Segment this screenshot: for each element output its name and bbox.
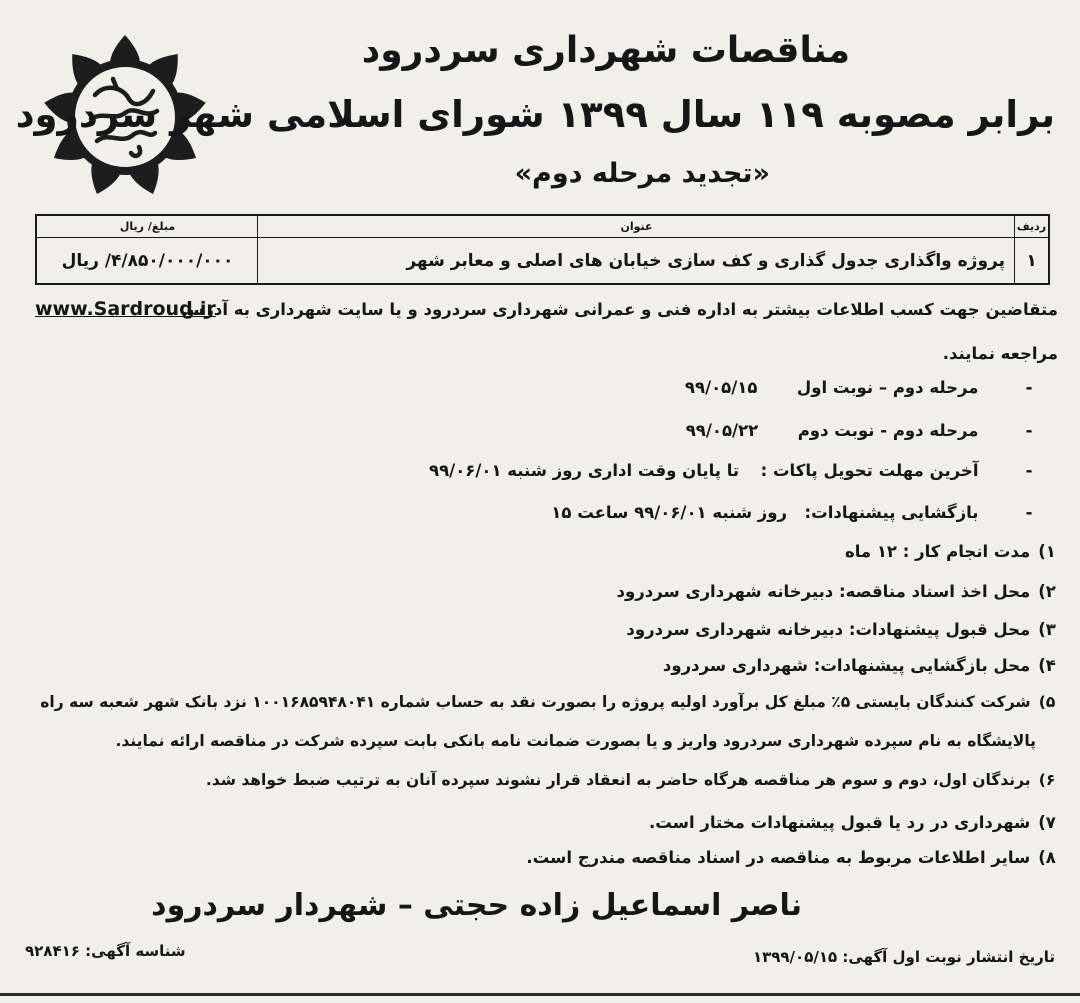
condition-item (663, 656, 1058, 675)
condition-number: ۶) (1038, 771, 1056, 789)
condition-text: محل بازگشایی پیشنهادات: شهرداری سردرود (662, 656, 1031, 675)
schedule-bullet: - (1025, 421, 1033, 440)
condition-number: ۳) (1038, 620, 1056, 639)
condition-text: شرکت کنندگان بایستی ۵٪ مبلغ کل برآورد اولیه پروژه را بصورت نقد به حساب شماره ۱۰۰۱۶۸۵۹۴۸۰۴۱ نزد بانک شهر شعبه سه راه (40, 693, 1031, 711)
header-amount: مبلغ/ ریال (119, 220, 176, 233)
schedule-item (551, 503, 1040, 522)
schedule-bullet: - (1025, 503, 1033, 522)
notice-stage-label: «تجدید مرحله دوم» (514, 158, 770, 189)
website-link[interactable]: www.Sardroud.ir (35, 298, 216, 320)
schedule-label: مرحله دوم – نوبت اول (796, 378, 979, 397)
tender-table-header (37, 216, 1048, 238)
notice-subtitle: برابر مصوبه ۱۱۹ سال ۱۳۹۹ شورای اسلامی شهر سردرود (15, 93, 1055, 136)
condition-item (617, 582, 1058, 601)
schedule-bullet: - (1025, 378, 1033, 397)
condition-item (845, 542, 1058, 561)
condition-item (526, 848, 1058, 867)
row-number: ۱ (1026, 250, 1037, 271)
schedule-value: ۹۹/۰۵/۲۲ (685, 421, 759, 440)
row-subject: پروژه واگذاری جدول گذاری و کف سازی خیابان های اصلی و معابر شهر (406, 250, 1005, 271)
condition-item (649, 813, 1058, 832)
condition-text: محل قبول پیشنهادات: دبیرخانه شهرداری سردرود (626, 620, 1031, 639)
mayor-signature: ناصر اسماعیل زاده حجتی – شهردار سردرود (151, 888, 802, 923)
condition-text-continuation: پالایشگاه به نام سپرده شهرداری سردرود واریز و یا بصورت ضمانت نامه بانکی بابت سپرده شرکت در مناقصه ارائه نمایند. (115, 732, 1036, 750)
schedule-value: ۹۹/۰۵/۱۵ (684, 378, 758, 397)
condition-item (626, 620, 1058, 639)
schedule-item (685, 378, 1040, 397)
schedule-value: تا پایان وقت اداری روز شنبه ۹۹/۰۶/۰۱ (429, 461, 740, 480)
schedule-value: روز شنبه ۹۹/۰۶/۰۱ ساعت ۱۵ (551, 503, 788, 522)
table-row (37, 238, 1048, 283)
condition-item (40, 693, 1058, 711)
condition-item (206, 771, 1058, 789)
schedule-label: آخرین مهلت تحویل پاکات : (760, 461, 979, 480)
intro-line-2: مراجعه نمایند. (942, 344, 1058, 363)
publish-date: تاریخ انتشار نوبت اول آگهی: ۱۳۹۹/۰۵/۱۵ (752, 948, 1055, 966)
header-row-no: ردیف (1016, 220, 1047, 233)
condition-number: ۷) (1038, 813, 1056, 832)
schedule-item (686, 421, 1040, 440)
header-subject: عنوان (620, 220, 653, 233)
schedule-label: مرحله دوم - نوبت دوم (797, 421, 979, 440)
condition-text: برندگان اول، دوم و سوم هر مناقصه هرگاه حاضر به انعقاد قرار نشوند سپرده آنان به ترتیب ضبط خواهد شد. (205, 771, 1031, 789)
bottom-border (0, 993, 1080, 996)
schedule-bullet: - (1025, 461, 1033, 480)
condition-text: سایر اطلاعات مربوط به مناقصه در اسناد مناقصه مندرج است. (526, 848, 1031, 867)
table-divider (1014, 216, 1015, 283)
condition-text: مدت انجام کار : ۱۲ ماه (844, 542, 1031, 561)
table-divider (257, 216, 258, 283)
condition-text: شهرداری در رد یا قبول پیشنهادات مختار است. (648, 813, 1031, 832)
condition-number: ۲) (1038, 582, 1056, 601)
condition-number: ۸) (1038, 848, 1056, 867)
condition-number: ۵) (1038, 693, 1056, 711)
condition-number: ۴) (1038, 656, 1056, 675)
tender-table (35, 214, 1050, 285)
notice-title: مناقصات شهرداری سردرود (361, 30, 850, 71)
row-amount: ۴/۸۵۰/۰۰۰/۰۰۰/ ریال (61, 250, 234, 271)
ad-id: شناسه آگهی: ۹۲۸۴۱۶ (25, 942, 186, 960)
intro-line-1: متقاضین جهت کسب اطلاعات بیشتر به اداره فنی و عمرانی شهرداری سردرود و یا سایت شهرداری به آدرس (181, 300, 1058, 319)
condition-text: محل اخذ اسناد مناقصه: دبیرخانه شهرداری سردرود (616, 582, 1031, 601)
condition-number: ۱) (1038, 542, 1056, 561)
schedule-item (429, 461, 1040, 480)
schedule-label: بازگشایی پیشنهادات: (804, 503, 979, 522)
